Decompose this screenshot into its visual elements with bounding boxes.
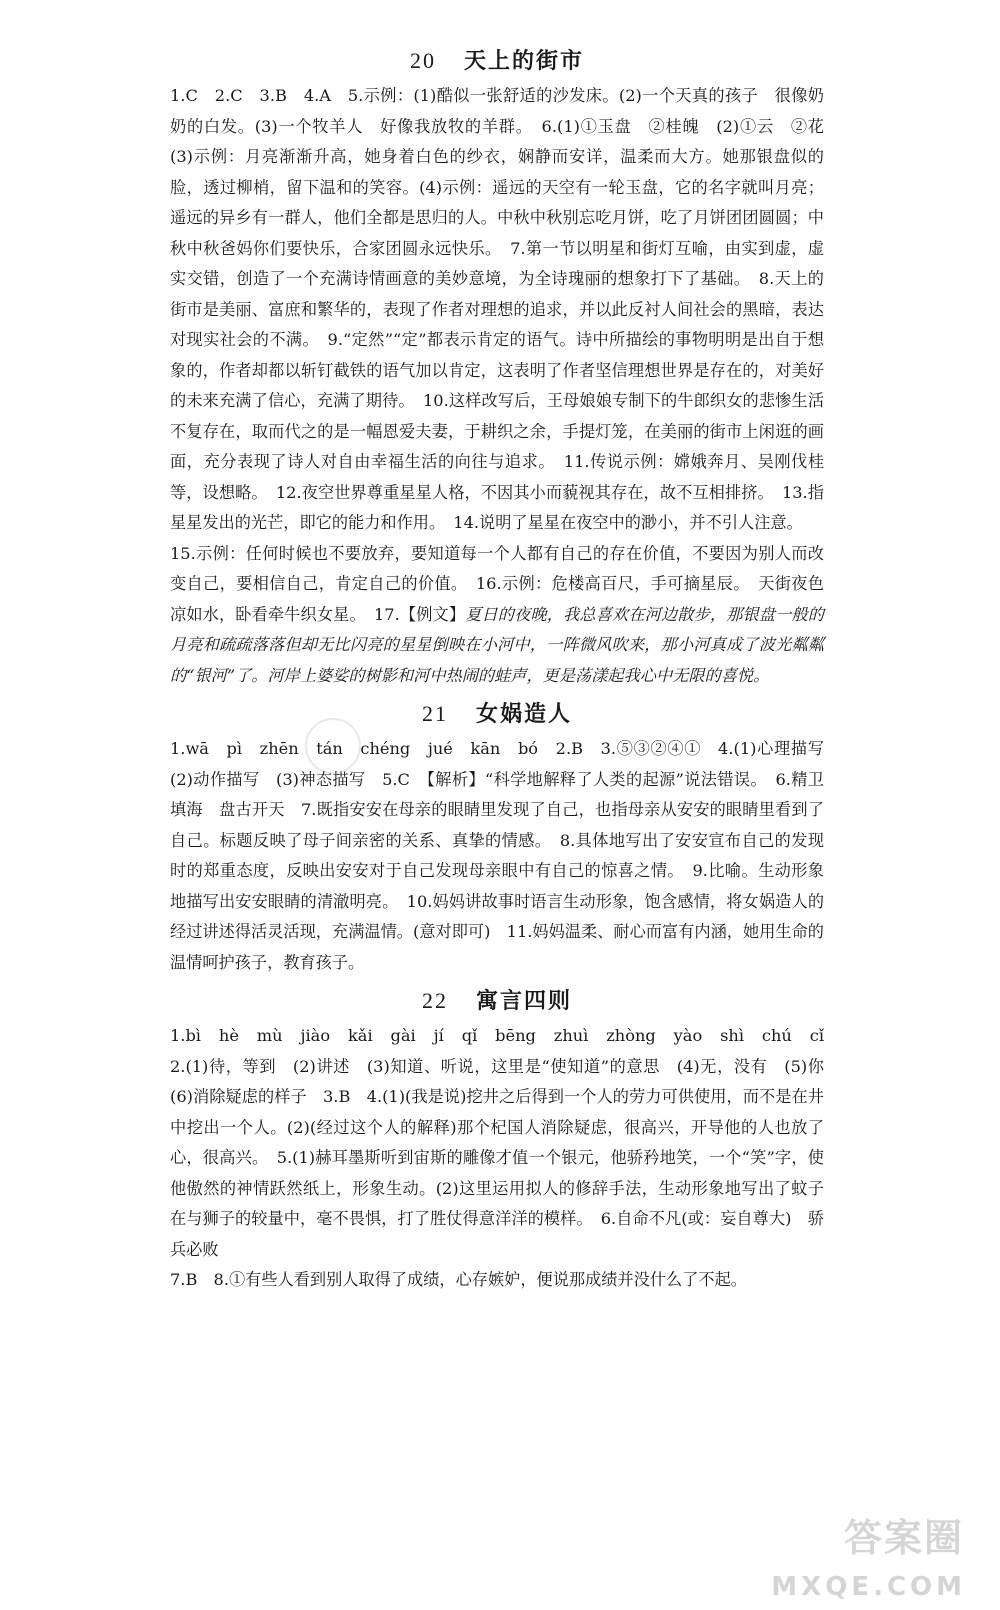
section-number: 21 [421,701,448,726]
section-heading: 寓言四则 [475,988,572,1014]
answer-paragraph: 1.bì hè mù jiào kǎi gài jí qǐ bēng zhuì zhòng yào shì chú cǐ 2.(1)待，等到 (2)讲述 (3)知道、听说，这里是“使知道”的意思 (4)无，没有 (5)你 (6)消除疑虑的样子 3.B 4.(1)(我是说)挖井之后得到一个人的劳力可供使用，而不是在井中挖出一个人。(2)(经过这个人的解释)那个杞国人消除疑虑，很高兴，开导他的人也放了心，很高兴。 5.(1)赫耳墨斯听到宙斯的雕像才值一个银元，他骄矜地笑，一个“笑”字，使他傲然的神情跃然纸上，形象生动。(2)这里运用拟人的修辞手法，生动形象地写出了蚊子在与狮子的较量中，毫不畏惧，打了胜仗得意洋洋的模样。 6.自命不凡(或：妄自尊大) 骄兵必败 [170,1026,841,1259]
section-title-20 [170,44,824,75]
answer-paragraph: 1.wā pì zhēn tán chéng jué kān bó 2.B 3.⑤③②④① 4.(1)心理描写 (2)动作描写 (3)神态描写 5.C 【解析】“科学地解释了人类的起源”说法错误。 6.精卫填海 盘古开天 7.既指安安在母亲的眼睛里发现了自己，也指母亲从安安的眼睛里看到了自己。标题反映了母子间亲密的关系、真挚的情感。 8.具体地写出了安安宣布自己的发现时的郑重态度，反映出安安对于自己发现母亲眼中有自己的惊喜之情。 9.比喻。生动形象地描写出安安眼睛的清澈明亮。 10.妈妈讲故事时语言生动形象，饱含感情，将女娲造人的经过讲述得活灵活现，充满温情。(意对即可) 11.妈妈温柔、耐心而富有内涵，她用生命的温情呵护孩子，教育孩子。 [170,739,841,972]
section-heading: 女娲造人 [475,701,572,727]
section-number: 20 [409,48,436,73]
answer-paragraph-text: 15.示例：任何时候也不要放弃，要知道每一个人都有自己的存在价值，不要因为别人而改变自己，要相信自己，肯定自己的价值。 16.示例：危楼高百尺，手可摘星辰。 天街夜色凉如水，卧看牵牛织女星。 17.【例文】 [170,543,824,624]
answer-paragraph [170,539,824,692]
section-title-22 [170,984,824,1015]
answer-paragraph: 7.B 8.①有些人看到别人取得了成绩，心存嫉妒，便说那成绩并没什么了不起。 [170,1270,747,1289]
watermark-url-text: MXQE.COM [771,1572,966,1602]
section-heading: 天上的街市 [463,48,584,74]
section-title-21 [170,697,824,728]
section-number: 22 [421,988,448,1013]
watermark-logo-text: 答案圈 [843,1516,964,1560]
sample-essay: 夏日的夜晚，我总喜欢在河边散步，那银盘一般的月亮和疏疏落落但却无比闪亮的星星倒映在小河中，一阵微风吹来，那小河真成了波光粼粼的“银河”了。河岸上婆娑的树影和河中热闹的蛙声，更是荡漾起我心中无限的喜悦。 [170,604,824,685]
faint-stamp-mark [305,718,361,774]
answer-paragraph: 1.C 2.C 3.B 4.A 5.示例：(1)酷似一张舒适的沙发床。(2)一个天真的孩子 很像奶奶的白发。(3)一个牧羊人 好像我放牧的羊群。 6.(1)①玉盘 ②桂魄 (2)①云 ②花 (3)示例：月亮渐渐升高，她身着白色的纱衣，娴静而安详，温柔而大方。她那银盘似的脸，透过柳梢，留下温和的笑容。(4)示例：遥远的天空有一轮玉盘，它的名字就叫月亮；遥远的异乡有一群人，他们全都是思归的人。中秋中秋别忘吃月饼，吃了月饼团团圆圆；中秋中秋爸妈你们要快乐，合家团圆永远快乐。 7.第一节以明星和街灯互喻，由实到虚，虚实交错，创造了一个充满诗情画意的美妙意境，为全诗瑰丽的想象打下了基础。 8.天上的街市是美丽、富庶和繁华的，表现了作者对理想的追求，并以此反衬人间社会的黑暗，表达对现实社会的不满。 9.“定然”“定”都表示肯定的语气。诗中所描绘的事物明明是出自于想象的，作者却都以斩钉截铁的语气加以肯定，这表明了作者坚信理想世界是存在的，对美好的未来充满了信心，充满了期待。 10.这样改写后，王母娘娘专制下的牛郎织女的悲惨生活不复存在，取而代之的是一幅恩爱夫妻，于耕织之余，手提灯笼，在美丽的街市上闲逛的画面，充分表现了诗人对自由幸福生活的向往与追求。 11.传说示例：嫦娥奔月、吴刚伐桂等，设想略。 12.夜空世界尊重星星人格，不因其小而藐视其存在，故不互相排挤。 13.指星星发出的光芒，即它的能力和作用。 14.说明了星星在夜空中的渺小，并不引人注意。 [170,86,841,532]
